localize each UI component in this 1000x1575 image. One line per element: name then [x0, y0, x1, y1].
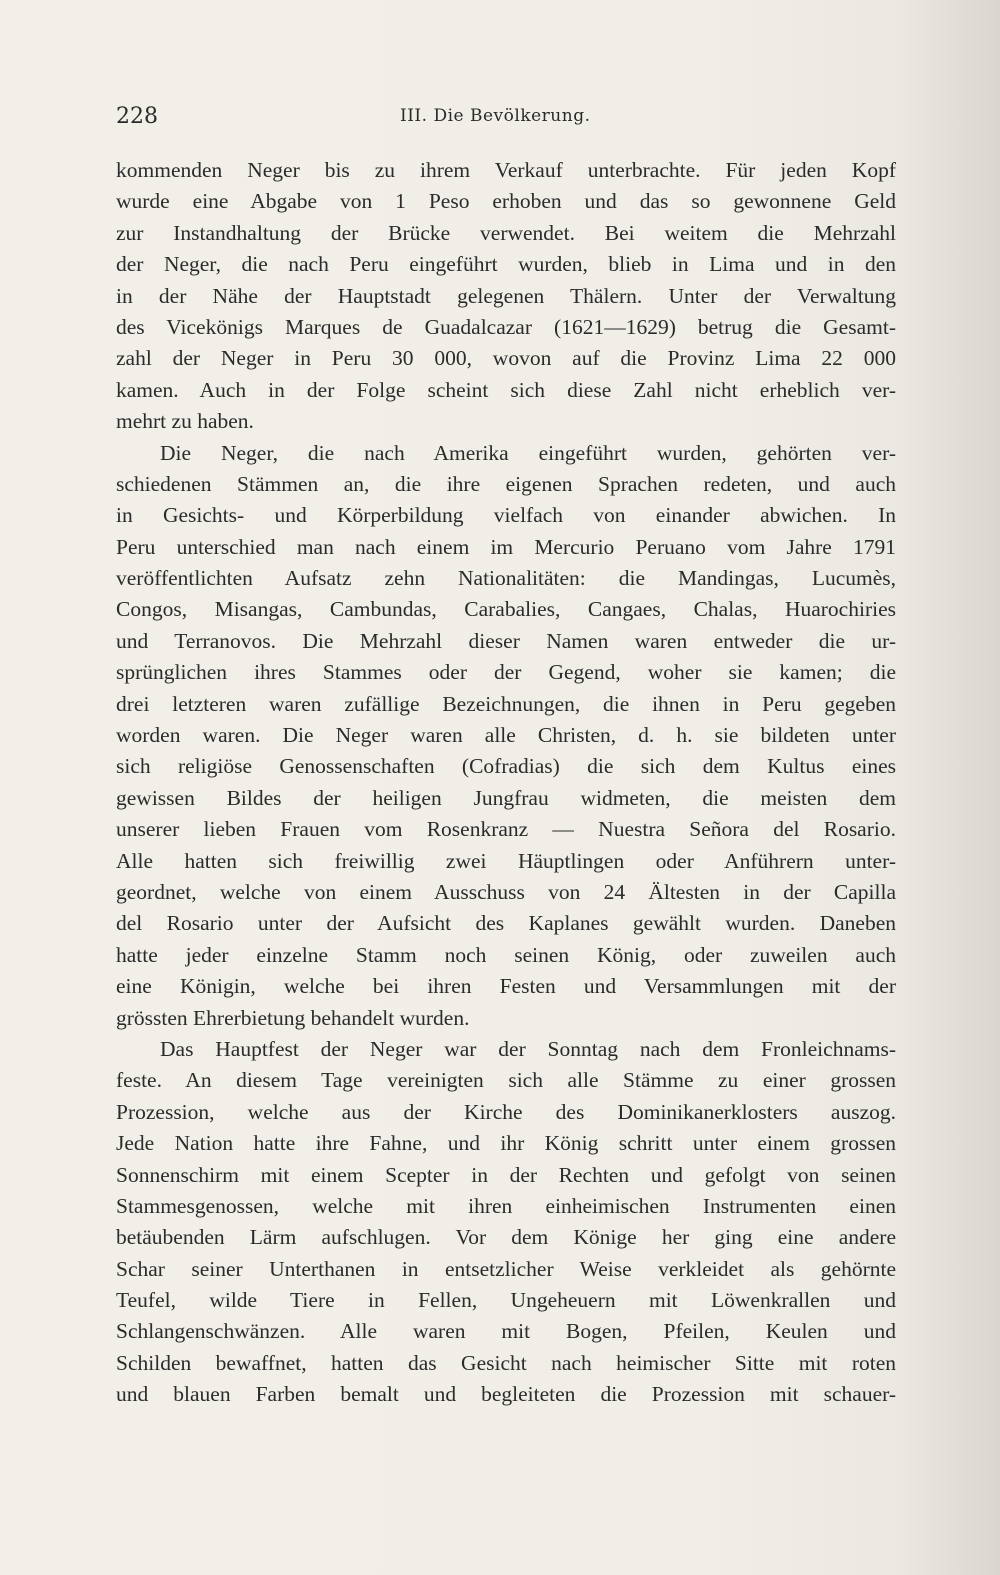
page-header: [116, 104, 896, 134]
text-line: Schilden bewaffnet, hatten das Gesicht nach heimischer Sitte mit roten: [116, 1350, 896, 1375]
text-line: del Rosario unter der Aufsicht des Kaplanes gewählt wurden. Daneben: [116, 911, 896, 936]
text-line: Teufel, wilde Tiere in Fellen, Ungeheuern mit Löwenkrallen und: [116, 1288, 896, 1313]
text-line: mehrt zu haben.: [116, 409, 254, 434]
text-line: Jede Nation hatte ihre Fahne, und ihr König schritt unter einem grossen: [116, 1131, 896, 1156]
text-line: gewissen Bildes der heiligen Jungfrau widmeten, die meisten dem: [116, 785, 896, 810]
text-line: Das Hauptfest der Neger war der Sonntag nach dem Fronleichnams-: [160, 1036, 896, 1061]
text-line: und blauen Farben bemalt und begleiteten die Prozession mit schauer-: [116, 1382, 896, 1407]
text-line: des Vicekönigs Marques de Guadalcazar (1621—1629) betrug die Gesamt-: [116, 314, 896, 339]
text-line: kamen. Auch in der Folge scheint sich diese Zahl nicht erheblich ver-: [116, 377, 896, 402]
text-line: Die Neger, die nach Amerika eingeführt wurden, gehörten ver-: [160, 440, 896, 465]
text-line: zur Instandhaltung der Brücke verwendet. Bei weitem die Mehrzahl: [116, 220, 896, 245]
text-line: veröffentlichten Aufsatz zehn Nationalitäten: die Mandingas, Lucumès,: [116, 566, 896, 591]
text-line: Schar seiner Unterthanen in entsetzlicher Weise verkleidet als gehörnte: [116, 1256, 896, 1281]
text-line: sprünglichen ihres Stammes oder der Gegend, woher sie kamen; die: [116, 660, 896, 685]
text-line: eine Königin, welche bei ihren Festen und Versammlungen mit der: [116, 974, 896, 999]
text-line: sich religiöse Genossenschaften (Cofradias) die sich dem Kultus eines: [116, 754, 896, 779]
text-line: in der Nähe der Hauptstadt gelegenen Thälern. Unter der Verwaltung: [116, 283, 896, 308]
running-head: III. Die Bevölkerung.: [400, 106, 591, 126]
text-line: hatte jeder einzelne Stamm noch seinen König, oder zuweilen auch: [116, 942, 896, 967]
text-line: betäubenden Lärm aufschlugen. Vor dem Könige her ging eine andere: [116, 1225, 896, 1250]
page-number: 228: [116, 104, 158, 129]
text-line: Peru unterschied man nach einem im Mercurio Peruano vom Jahre 1791: [116, 534, 896, 559]
text-line: wurde eine Abgabe von 1 Peso erhoben und das so gewonnene Geld: [116, 189, 896, 214]
text-line: zahl der Neger in Peru 30 000, wovon auf die Provinz Lima 22 000: [116, 346, 896, 371]
text-line: Schlangenschwänzen. Alle waren mit Bogen, Pfeilen, Keulen und: [116, 1319, 896, 1344]
text-line: grössten Ehrerbietung behandelt wurden.: [116, 1005, 470, 1030]
text-line: Alle hatten sich freiwillig zwei Häuptlingen oder Anführern unter-: [116, 848, 896, 873]
text-line: unserer lieben Frauen vom Rosenkranz — Nuestra Señora del Rosario.: [116, 817, 896, 842]
text-line: Prozession, welche aus der Kirche des Dominikanerklosters auszog.: [116, 1099, 896, 1124]
body-text: [116, 155, 896, 1411]
text-line: in Gesichts- und Körperbildung vielfach von einander abwichen. In: [116, 503, 896, 528]
text-line: geordnet, welche von einem Ausschuss von 24 Ältesten in der Capilla: [116, 879, 896, 904]
text-line: Sonnenschirm mit einem Scepter in der Rechten und gefolgt von seinen: [116, 1162, 896, 1187]
text-line: Congos, Misangas, Cambundas, Carabalies, Cangaes, Chalas, Huarochiries: [116, 597, 896, 622]
text-line: drei letzteren waren zufällige Bezeichnungen, die ihnen in Peru gegeben: [116, 691, 896, 716]
text-line: kommenden Neger bis zu ihrem Verkauf unterbrachte. Für jeden Kopf: [116, 158, 896, 182]
text-line: der Neger, die nach Peru eingeführt wurden, blieb in Lima und in den: [116, 252, 896, 277]
text-line: schiedenen Stämmen an, die ihre eigenen Sprachen redeten, und auch: [116, 471, 896, 496]
text-line: Stammesgenossen, welche mit ihren einheimischen Instrumenten einen: [116, 1193, 896, 1218]
text-line: feste. An diesem Tage vereinigten sich alle Stämme zu einer grossen: [116, 1068, 896, 1093]
text-line: worden waren. Die Neger waren alle Christen, d. h. sie bildeten unter: [116, 723, 896, 748]
text-line: und Terranovos. Die Mehrzahl dieser Namen waren entweder die ur-: [116, 628, 896, 653]
